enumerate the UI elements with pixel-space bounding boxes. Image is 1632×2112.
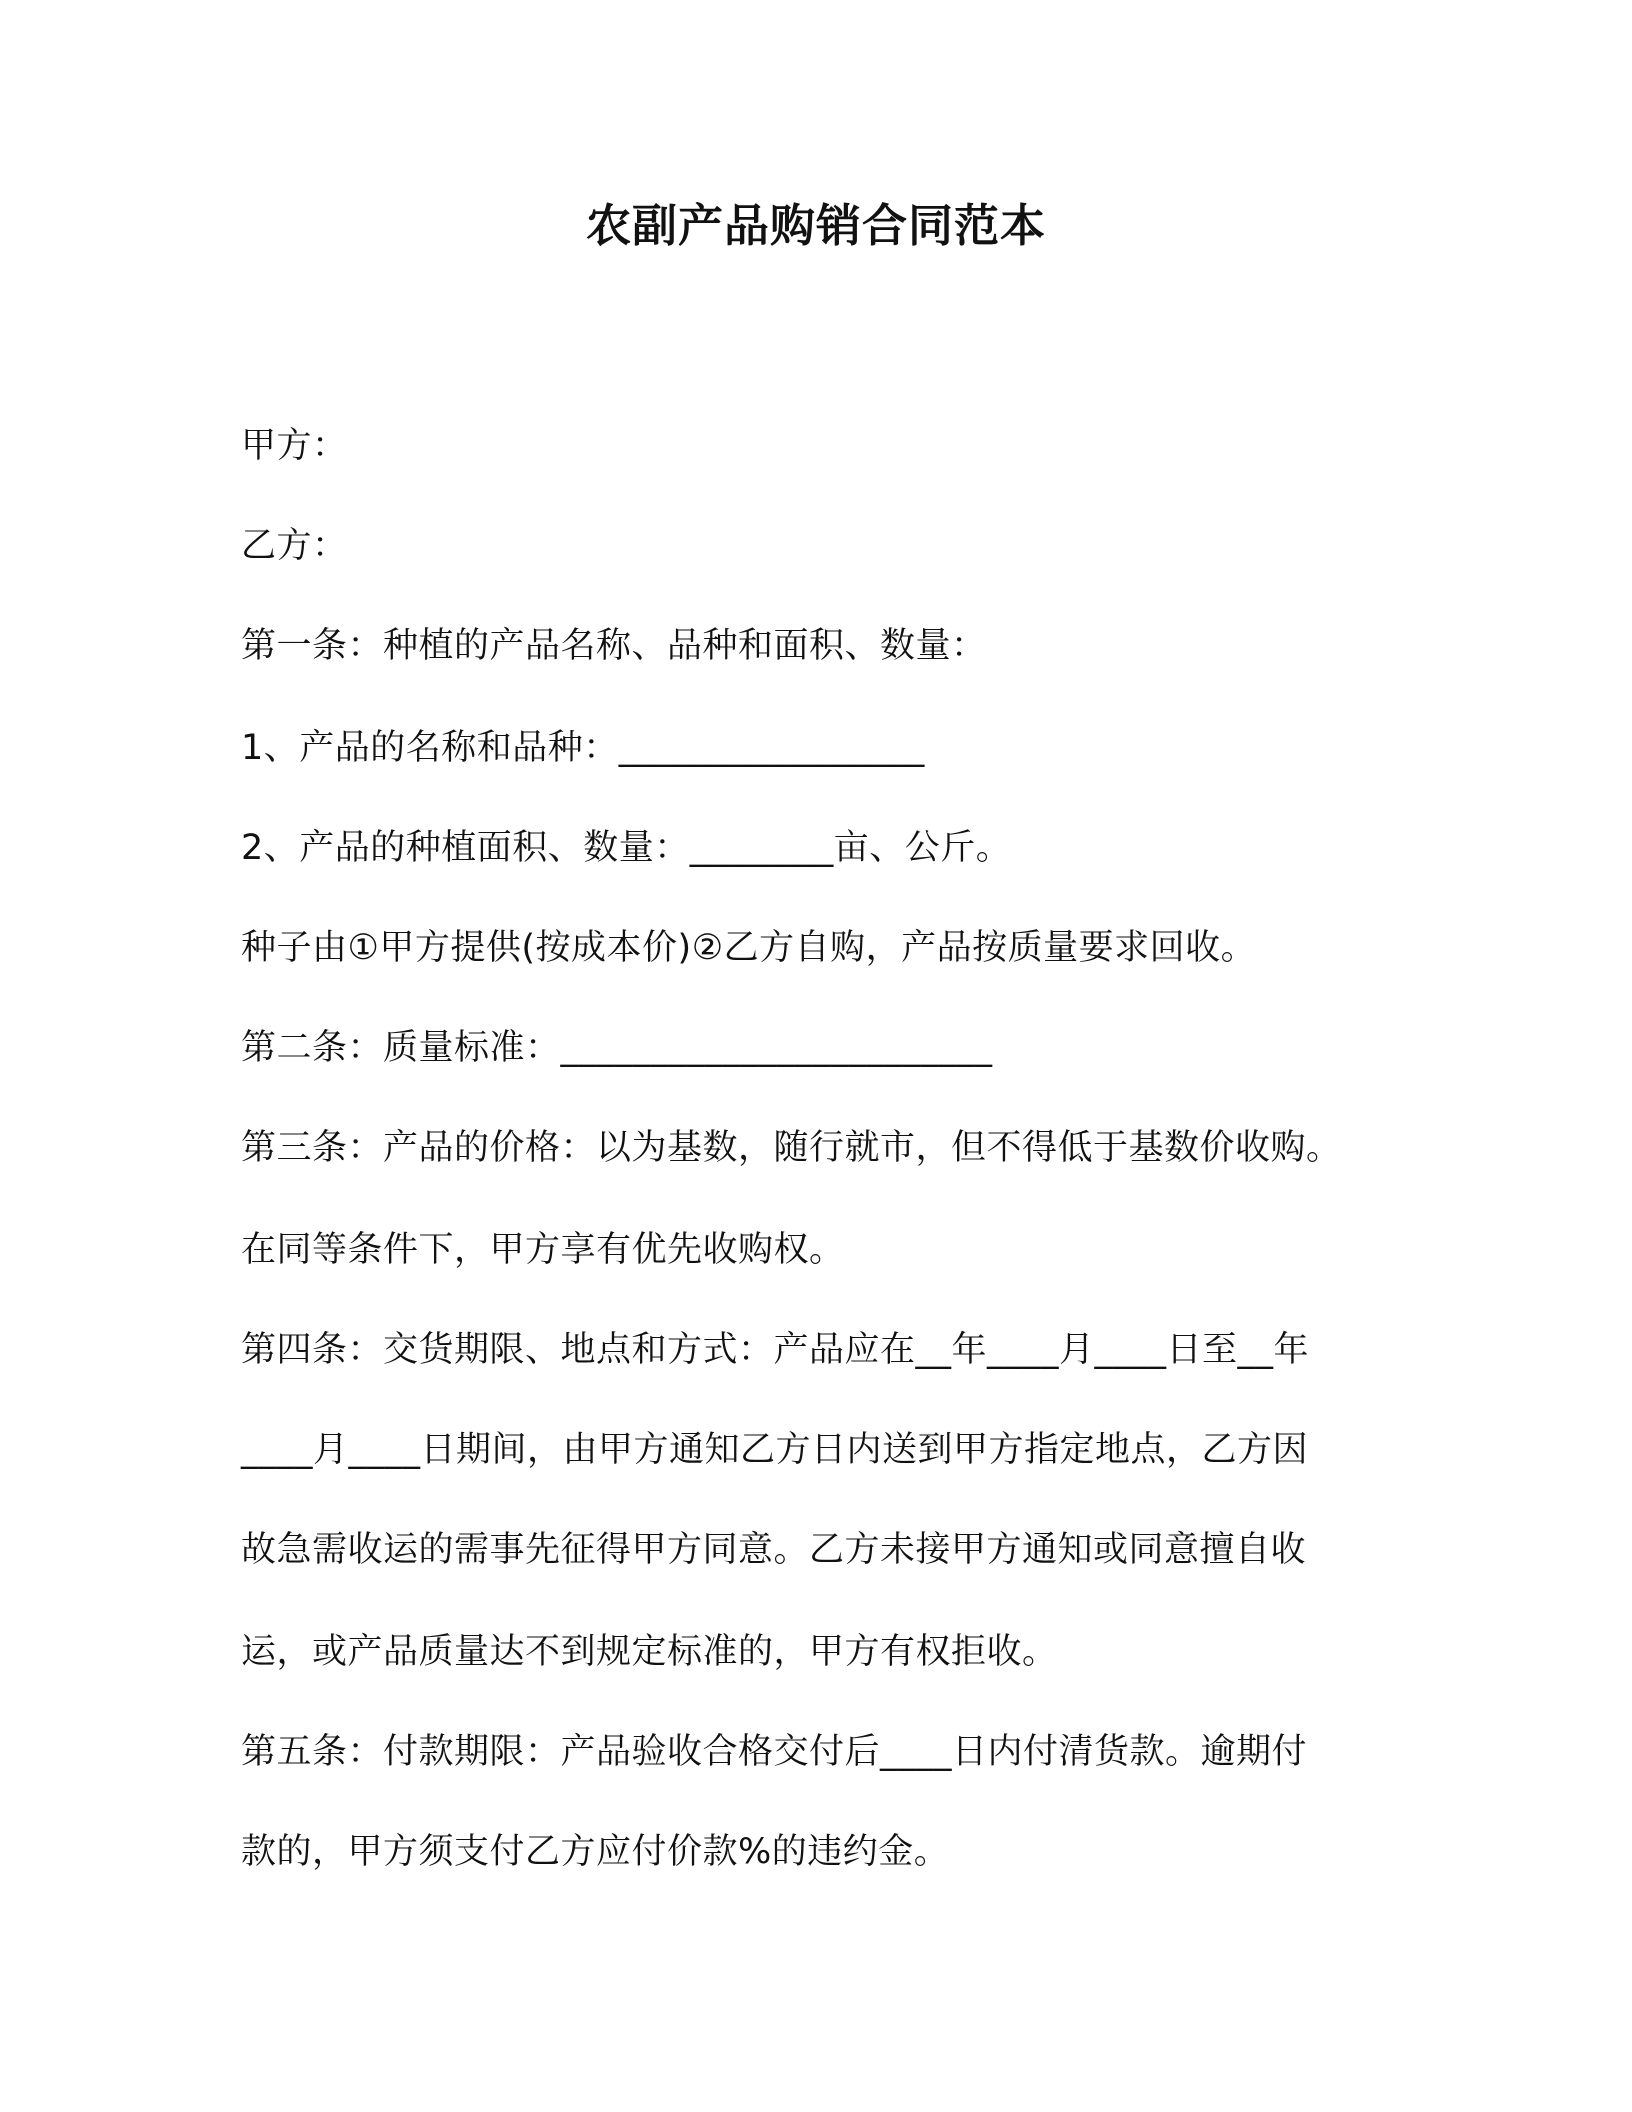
article-4-continuation-3: 运，或产品质量达不到规定标准的，甲方有权拒收。 [241, 1632, 1058, 1672]
article-3-continuation: 在同等条件下，甲方享有优先收购权。 [241, 1230, 845, 1270]
article-5-continuation: 款的，甲方须支付乙方应付价款%的违约金。 [241, 1832, 950, 1872]
article-4-continuation-1: ____月____日期间，由甲方通知乙方日内送到甲方指定地点，乙方因 [241, 1430, 1309, 1470]
article-5-line: 第五条：付款期限：产品验收合格交付后____日内付清货款。逾期付 [241, 1732, 1308, 1772]
article-1-heading: 第一条：种植的产品名称、品种和面积、数量： [241, 626, 987, 666]
party-b-line: 乙方： [241, 526, 348, 566]
article-4-continuation-2: 故急需收运的需事先征得甲方同意。乙方未接甲方通知或同意擅自收 [241, 1530, 1307, 1570]
document-title: 农副产品购销合同范本 [585, 199, 1046, 252]
article-1-item-1: 1、产品的名称和品种：_________________ [241, 728, 925, 768]
article-2-line: 第二条：质量标准：________________________ [241, 1028, 993, 1068]
article-1-item-2: 2、产品的种植面积、数量：________亩、公斤。 [241, 828, 1012, 868]
article-3-line: 第三条：产品的价格：以为基数，随行就市，但不得低于基数价收购。 [241, 1128, 1342, 1168]
seed-supply-line: 种子由①甲方提供(按成本价)②乙方自购，产品按质量要求回收。 [241, 928, 1257, 968]
party-a-line: 甲方： [241, 426, 348, 466]
article-4-line: 第四条：交货期限、地点和方式：产品应在__年____月____日至__年 [241, 1330, 1310, 1370]
